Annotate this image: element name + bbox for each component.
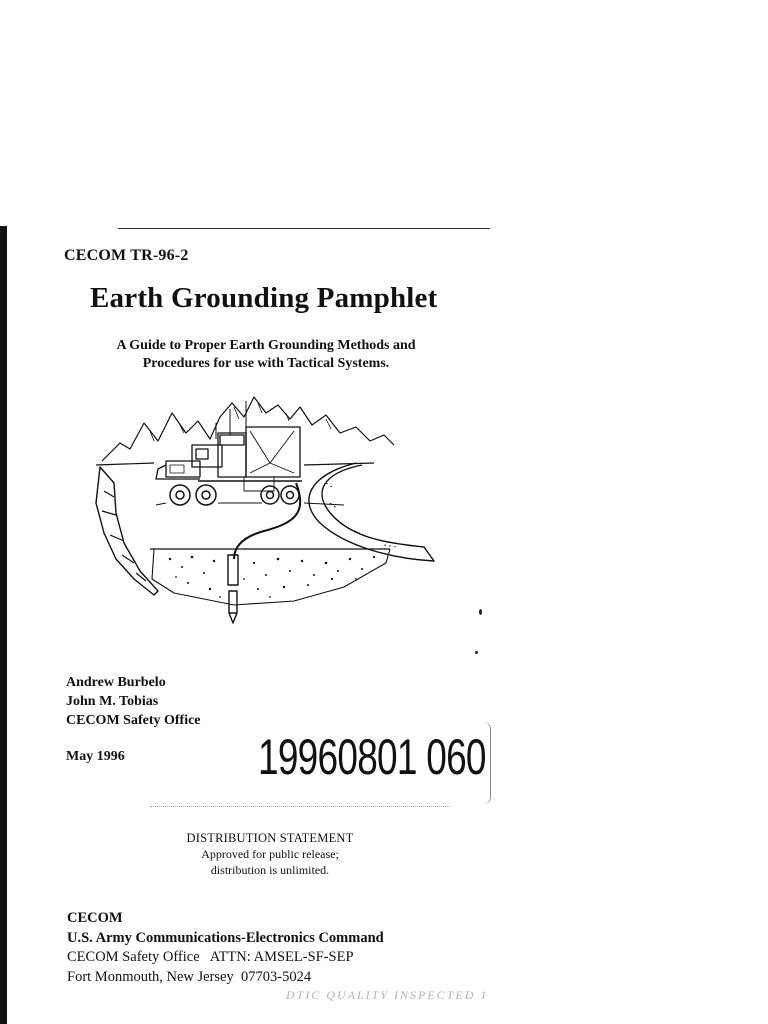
road (309, 463, 434, 561)
accession-number: 19960801 060 (258, 729, 486, 785)
scan-speck (475, 651, 478, 654)
organization-full-name: U.S. Army Communications-Electronics Command (67, 929, 384, 946)
organization-address: Fort Monmouth, New Jersey 07703-5024 (67, 968, 312, 985)
truck-wheels (170, 485, 299, 505)
scan-speck (479, 609, 482, 615)
distribution-statement (150, 830, 390, 878)
author-name: Andrew Burbelo (66, 675, 166, 690)
mountain-range (102, 397, 394, 461)
subtitle-line-2: Procedures for use with Tactical Systems. (142, 356, 390, 371)
rock-cliff (96, 467, 158, 595)
soil-section (152, 549, 390, 605)
distribution-heading: DISTRIBUTION STATEMENT (186, 831, 354, 845)
report-number: CECOM TR-96-2 (64, 247, 189, 264)
truck-grounding-rod-illustration (94, 383, 446, 633)
ground-horizon (96, 463, 374, 465)
ground-rod (228, 555, 238, 623)
quality-stamp: DTIC QUALITY INSPECTED 1 (286, 988, 489, 1002)
organization-block (67, 909, 384, 987)
truck (156, 401, 302, 491)
author-office: CECOM Safety Office (66, 713, 201, 728)
distribution-line: distribution is unlimited. (210, 863, 330, 877)
stamp-border (484, 722, 491, 804)
document-subtitle (96, 337, 436, 373)
document-title: Earth Grounding Pamphlet (90, 282, 438, 314)
publication-date: May 1996 (66, 749, 125, 764)
author-name: John M. Tobias (66, 694, 159, 709)
organization-office: CECOM Safety Office ATTN: AMSEL-SF-SEP (67, 949, 354, 965)
organization-name: CECOM (67, 910, 123, 926)
distribution-line: Approved for public release; (201, 847, 339, 861)
author-block (66, 673, 201, 730)
top-rule (118, 228, 490, 229)
stamp-dotted-line (150, 806, 450, 807)
scan-edge-bar (0, 226, 7, 1024)
subtitle-line-1: A Guide to Proper Earth Grounding Methods and (116, 338, 416, 353)
soil-speckles (169, 556, 375, 598)
